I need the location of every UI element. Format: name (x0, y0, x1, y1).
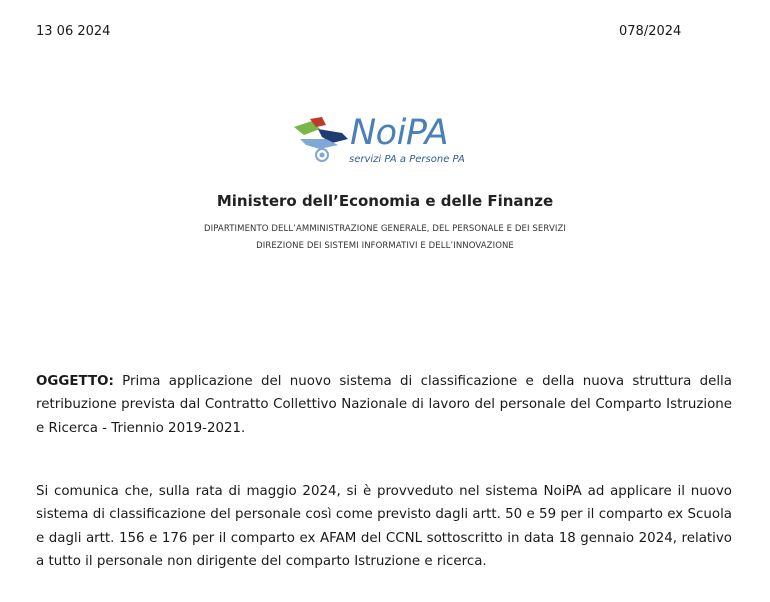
protocol-number: 078/2024 (619, 24, 682, 39)
subject-label: OGGETTO: (36, 374, 114, 389)
logo-tagline: servizi PA a Persone PA (349, 154, 465, 165)
department-line-1: DIPARTIMENTO DELL’AMMINISTRAZIONE GENERALE, DEL PERSONALE E DEI SERVIZI (204, 224, 566, 234)
noipa-logo (292, 113, 482, 173)
logo-wordmark: NoiPA (350, 113, 449, 153)
department-line-2: DIREZIONE DEI SISTEMI INFORMATIVI E DELL’INNOVAZIONE (256, 241, 514, 251)
subject-text: Prima applicazione del nuovo sistema di classificazione e della nuova struttura della retribuzione prevista dal Contratto Collettivo Nazionale di lavoro del personale del Comparto Istruzione e Ricerca - Triennio 2019-2021. (36, 374, 732, 436)
document-date: 13 06 2024 (36, 24, 111, 39)
body-paragraph: Si comunica che, sulla rata di maggio 2024, si è provveduto nel sistema NoiPA ad applicare il nuovo sistema di classificazione del personale così come previsto dagli artt. 50 e 59 per il comparto ex Scuola e dagli artt. 156 e 176 per il comparto ex AFAM del CCNL sottoscritto in data 18 gennaio 2024, relativo a tutto il personale non dirigente del comparto Istruzione e ricerca. (36, 484, 732, 569)
subject-paragraph (36, 370, 732, 440)
ministry-name: Ministero dell’Economia e delle Finanze (216, 192, 554, 210)
noipa-logo-icon (292, 117, 352, 167)
